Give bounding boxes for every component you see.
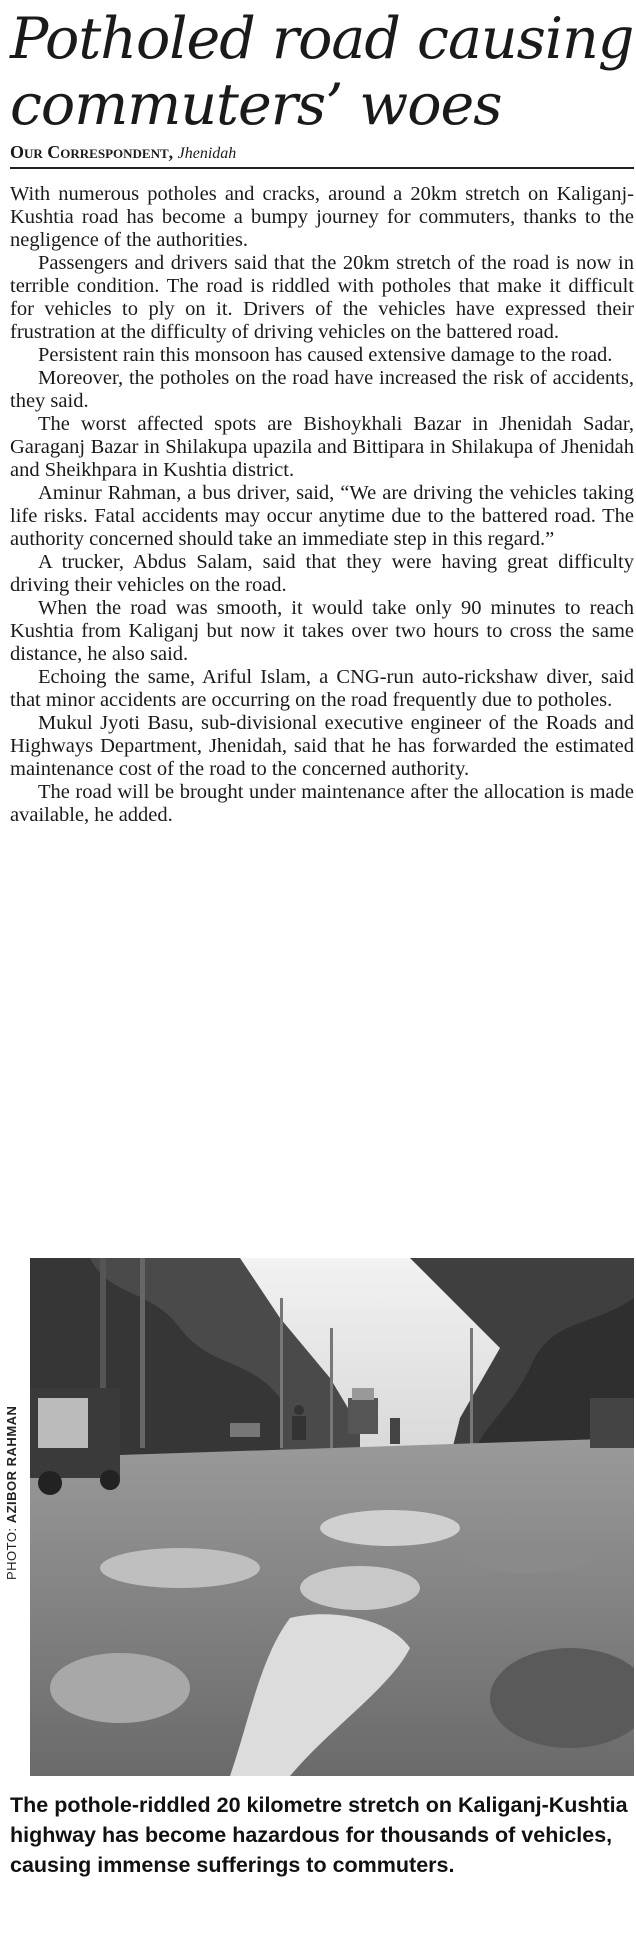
paragraph: Moreover, the potholes on the road have increased the risk of accidents, they said. <box>10 367 634 412</box>
byline-author: Our Correspondent, <box>10 142 174 162</box>
road-photo-image <box>30 1258 634 1776</box>
photo-credit-prefix: PHOTO: <box>4 1523 19 1580</box>
paragraph: Aminur Rahman, a bus driver, said, “We are driving the vehicles taking life risks. Fatal accidents may occur anytime due to the battered road. The authority concerned should take an immediate step in this regard.” <box>10 482 634 550</box>
paragraph: Echoing the same, Ariful Islam, a CNG-run auto-rickshaw diver, said that minor accidents are occurring on the road frequently due to potholes. <box>10 666 634 711</box>
paragraph: With numerous potholes and cracks, around a 20km stretch on Kaliganj- Kushtia road has become a bumpy journey for commuters, thanks to the negligence of the authorities. <box>10 183 634 251</box>
byline <box>10 142 634 163</box>
paragraph: The worst affected spots are Bishoykhali Bazar in Jhenidah Sadar, Garaganj Bazar in Shilakupa upazila and Bittipara in Shilakupa of Jhenidah and Sheikhpara in Kushtia district. <box>10 413 634 481</box>
paragraph: Passengers and drivers said that the 20km stretch of the road is now in terrible condition. The road is riddled with potholes that make it difficult for vehicles to ply on it. Drivers of the vehicles have expressed their frustration at the difficulty of driving vehicles on the battered road. <box>10 252 634 343</box>
byline-place: Jhenidah <box>177 145 237 162</box>
photo-credit <box>4 1406 19 1580</box>
road-photo <box>30 1258 634 1776</box>
paragraph: The road will be brought under maintenance after the allocation is made available, he added. <box>10 781 634 826</box>
paragraph: Mukul Jyoti Basu, sub-divisional executive engineer of the Roads and Highways Department, Jhenidah, said that he has forwarded the estimated maintenance cost of the road to the concerned authority. <box>10 712 634 780</box>
article-body <box>10 183 634 827</box>
paragraph: Persistent rain this monsoon has caused extensive damage to the road. <box>38 344 613 366</box>
headline: Potholed road causing commuters’ woes <box>10 6 634 138</box>
paragraph: When the road was smooth, it would take only 90 minutes to reach Kushtia from Kaliganj but now it takes over two hours to cross the same distance, he also said. <box>10 597 634 665</box>
photo-caption: The pothole-riddled 20 kilometre stretch on Kaliganj-Kushtia highway has become hazardous for thousands of vehicles, causing immense sufferings to commuters. <box>10 1793 628 1877</box>
photo-credit-name: AZIBOR RAHMAN <box>4 1405 19 1524</box>
article <box>4 0 634 1941</box>
paragraph: A trucker, Abdus Salam, said that they were having great difficulty driving their vehicles on the road. <box>10 551 634 596</box>
headline-divider <box>10 167 634 169</box>
